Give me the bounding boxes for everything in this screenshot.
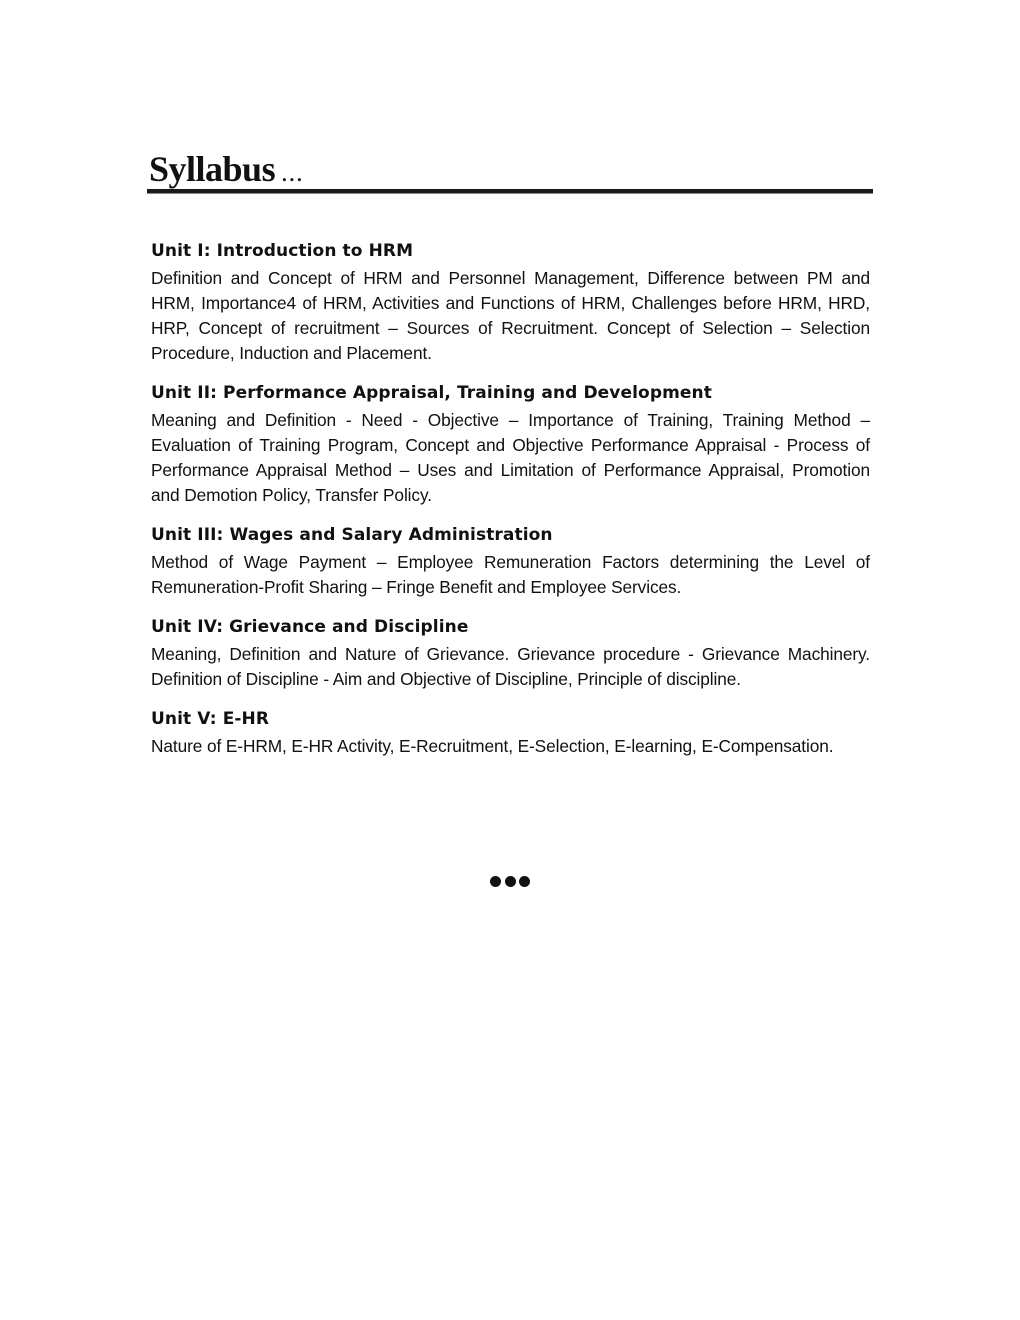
unit-section-1 xyxy=(151,238,870,366)
unit-section-2 xyxy=(151,380,870,508)
unit-section-4 xyxy=(151,614,870,692)
unit-description: Meaning, Definition and Nature of Grievance. Grievance procedure - Grievance Machinery. Definition of Discipline - Aim and Objective of Discipline, Principle of discipline. xyxy=(151,644,870,689)
page-title-text: Syllabus xyxy=(149,149,276,189)
dot-icon xyxy=(519,876,530,887)
unit-section-5 xyxy=(151,706,870,759)
dot-icon xyxy=(505,876,516,887)
unit-section-3 xyxy=(151,522,870,600)
page-title-ellipsis: ... xyxy=(281,158,304,187)
unit-description: Meaning and Definition - Need - Objective – Importance of Training, Training Method – Evaluation of Training Program, Concept and Objective Performance Appraisal - Process of Performance Appraisal Method – Uses and Limitation of Performance Appraisal, Promotion and Demotion Policy, Transfer Policy. xyxy=(151,410,870,505)
unit-heading: Unit IV: Grievance and Discipline xyxy=(151,617,469,637)
dot-icon xyxy=(490,876,501,887)
three-dots-icon xyxy=(490,874,530,888)
unit-heading: Unit III: Wages and Salary Administration xyxy=(151,525,553,545)
unit-heading: Unit V: E-HR xyxy=(151,709,270,729)
unit-description: Definition and Concept of HRM and Personnel Management, Difference between PM and HRM, Importance4 of HRM, Activities and Functions of HRM, Challenges before HRM, HRD, HRP, Concept of recruitment – Sources of Recruitment. Concept of Selection – Selection Procedure, Induction and Placement. xyxy=(151,268,870,363)
syllabus-units xyxy=(151,238,870,773)
unit-description: Method of Wage Payment – Employee Remuneration Factors determining the Level of Remuneration-Profit Sharing – Fringe Benefit and Employee Services. xyxy=(151,552,870,597)
unit-description: Nature of E-HRM, E-HR Activity, E-Recruitment, E-Selection, E-learning, E-Compensation. xyxy=(151,736,834,756)
unit-heading: Unit I: Introduction to HRM xyxy=(151,241,414,261)
unit-heading: Unit II: Performance Appraisal, Training and Development xyxy=(151,383,712,403)
title-divider xyxy=(147,189,873,194)
